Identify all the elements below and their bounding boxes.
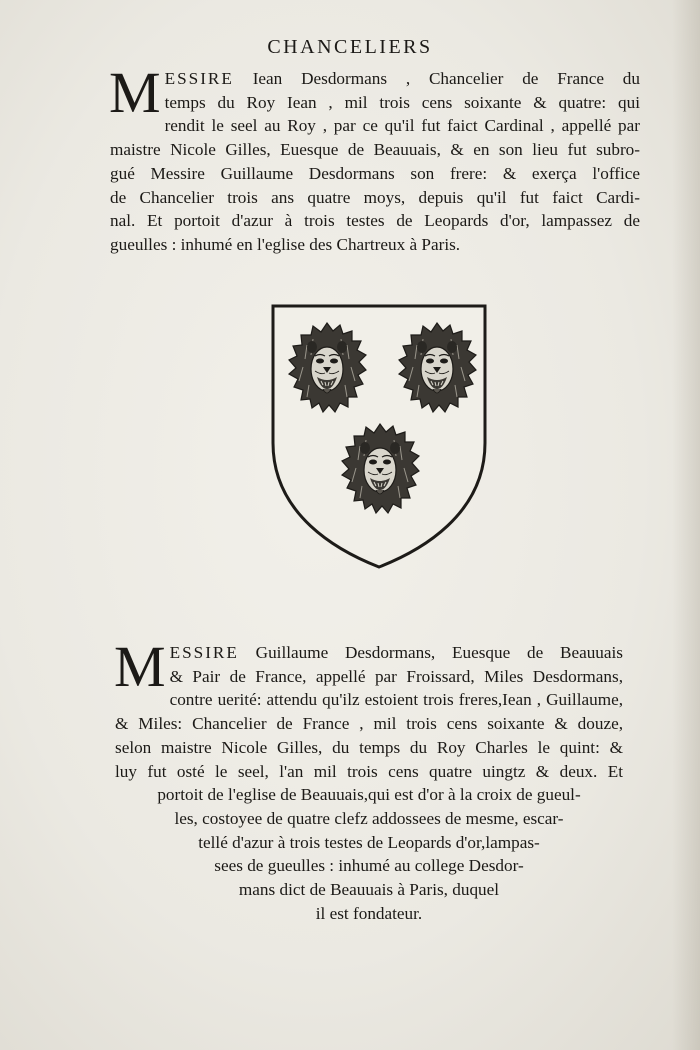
bleed-through-mark [548,392,563,452]
page-edge-shadow [672,0,700,1050]
text-line: temps du Roy Iean , mil trois cens soixante & quatre: qui [164,92,640,112]
drop-cap: M [109,60,161,125]
text-line: gué Messire Guillaume Desdormans son frere: & exerça l'office [110,163,640,183]
page-title: CHANCELIERS [267,36,433,58]
text-line: contre uerité: attendu qu'ilz estoient trois freres,Iean , Guillaume, [169,690,623,710]
entry-1 [109,60,640,257]
text-line: maistre Nicole Gilles, Euesque de Beauuais, & en son lieu fut subro- [110,140,640,160]
text-line: sees de gueulles : inhumé au college Desdor- [214,856,524,876]
entry-2 [114,634,623,925]
drop-cap: M [114,634,166,699]
text-line: mans dict de Beauuais à Paris, duquel [238,880,500,900]
text-line: tellé d'azur à trois testes de Leopards d'or,lampas- [198,832,540,852]
text-line: les, costoyee de quatre clefz addossees de mesme, escar- [174,808,564,828]
text-line: & Miles: Chancelier de France , mil trois cens soixante & douze, [115,714,623,734]
text-line: nal. Et portoit d'azur à trois testes de Leopards d'or, lampassez de [110,211,640,231]
text-line: ESSIRE Iean Desdormans , Chancelier de France du [164,69,640,88]
text-line: selon maistre Nicole Gilles, du temps du Roy Charles le quint: & [115,737,623,757]
text-line: de Chancelier trois ans quatre moys, depuis qu'il fut faict Cardi- [110,187,640,207]
text-line: & Pair de France, appellé par Froissard, Miles Desdormans, [169,666,623,686]
text-line: luy fut osté le seel, l'an mil trois cens quatre uingtz & deux. Et [115,761,623,781]
text-line: ESSIRE Guillaume Desdormans, Euesque de Beauuais [169,643,623,662]
text-line: portoit de l'eglise de Beauuais,qui est d'or à la croix de gueul- [157,785,581,805]
text-line: rendit le seel au Roy , par ce qu'il fut faict Cardinal , appellé par [164,116,640,136]
text-line: gueulles : inhumé en l'eglise des Chartreux à Paris. [110,234,461,254]
text-line: il est fondateur. [315,903,423,923]
shield-icon [270,303,488,571]
